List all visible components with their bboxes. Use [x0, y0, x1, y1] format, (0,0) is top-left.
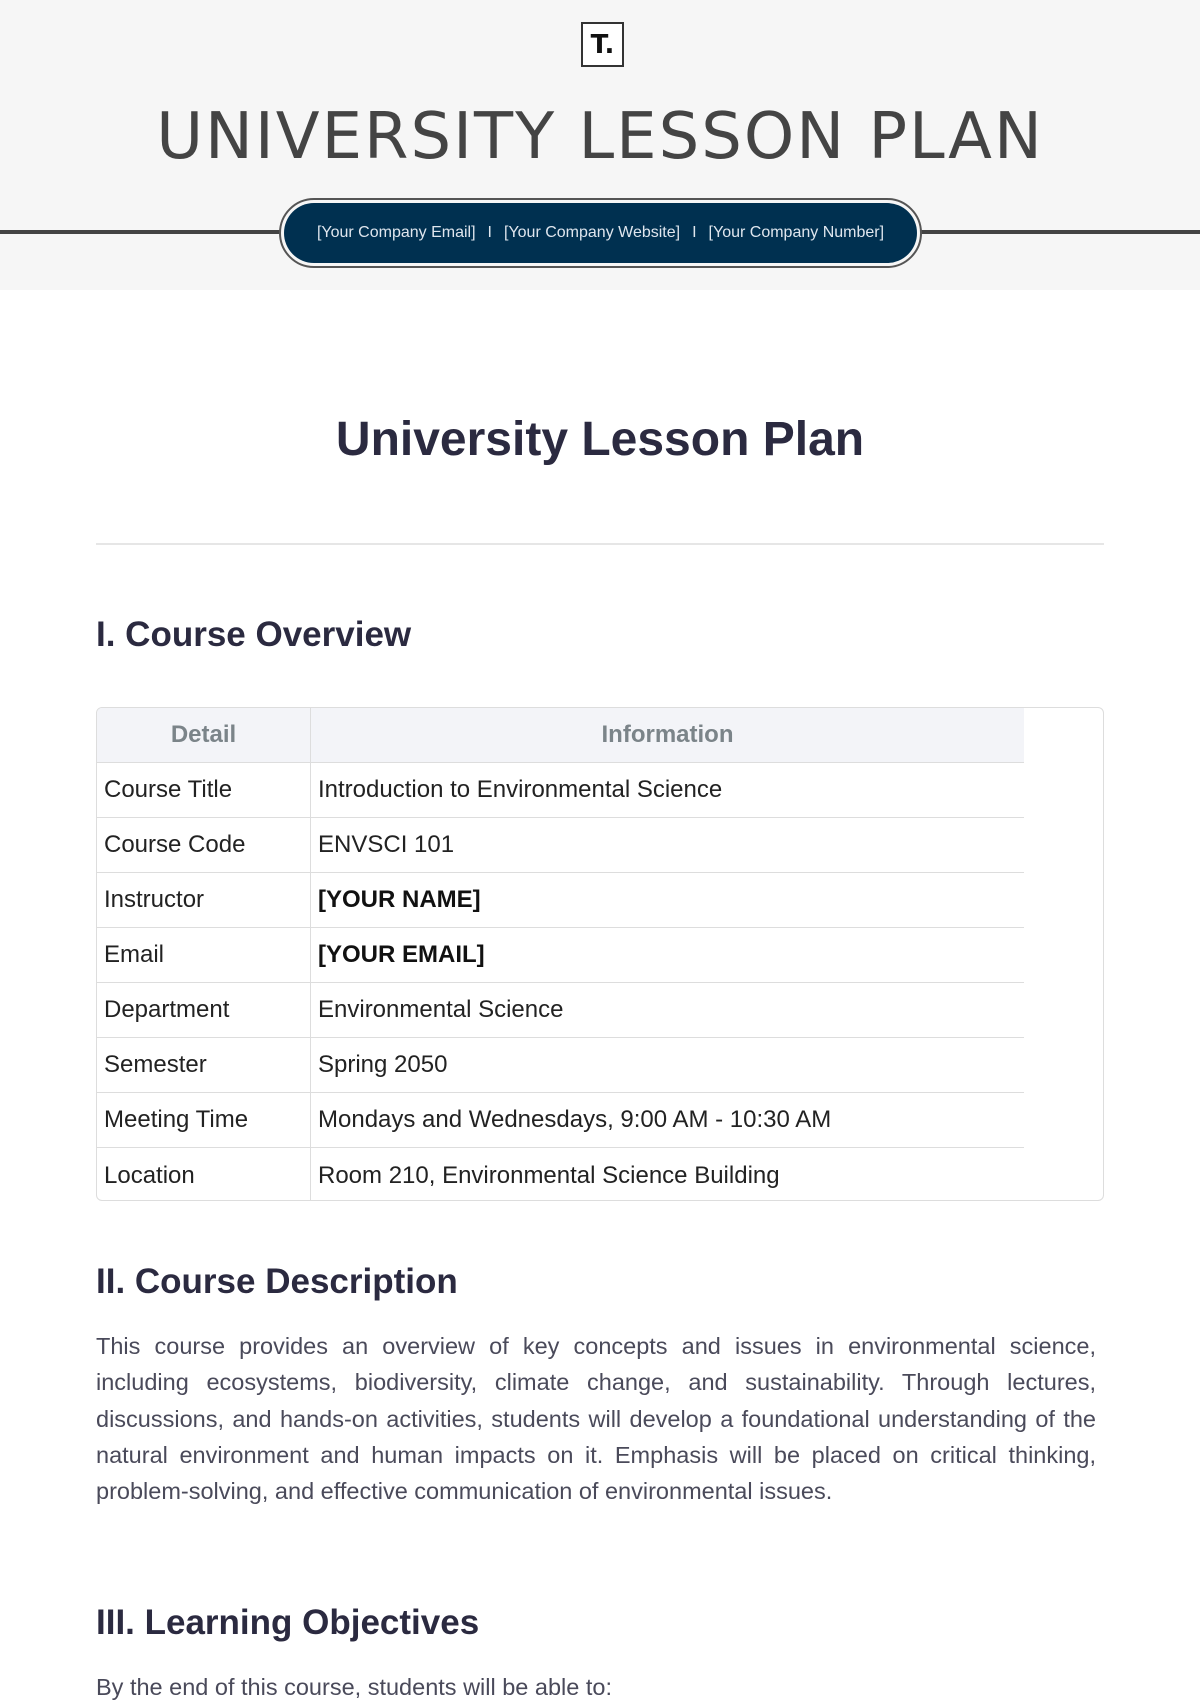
cell-value: [YOUR NAME]	[318, 886, 481, 913]
cell-label: Email	[97, 928, 311, 982]
document-title: University Lesson Plan	[335, 413, 865, 466]
company-website: [Your Company Website]	[504, 224, 681, 241]
cell-label: Location	[97, 1148, 311, 1201]
table-row	[97, 763, 1024, 818]
cell-label: Instructor	[97, 873, 311, 927]
section-heading: II. Course Description	[96, 1262, 458, 1301]
company-email: [Your Company Email]	[316, 224, 476, 241]
table-header-row	[97, 708, 1024, 763]
company-number: [Your Company Number]	[708, 224, 885, 241]
table-row	[97, 928, 1024, 983]
cell-label: Department	[97, 983, 311, 1037]
section-heading: I. Course Overview	[96, 615, 412, 654]
cell-value: Introduction to Environmental Science	[318, 776, 723, 803]
table-row	[97, 873, 1024, 928]
cell-value: [YOUR EMAIL]	[318, 941, 485, 968]
section-heading: III. Learning Objectives	[96, 1603, 480, 1642]
column-header: Information	[601, 721, 734, 748]
table-row	[97, 1038, 1024, 1093]
separator: I	[692, 224, 697, 241]
table-row	[97, 983, 1024, 1038]
course-overview-table	[96, 707, 1104, 1201]
divider	[96, 543, 1104, 545]
table-row	[97, 1093, 1024, 1148]
cell-label: Course Code	[97, 818, 311, 872]
cell-label: Semester	[97, 1038, 311, 1092]
cell-value: Room 210, Environmental Science Building	[318, 1161, 780, 1189]
cell-value: Mondays and Wednesdays, 9:00 AM - 10:30 AM	[318, 1106, 832, 1133]
cell-value: ENVSCI 101	[318, 831, 455, 858]
cell-value: Spring 2050	[318, 1051, 448, 1078]
table-row	[97, 1148, 1024, 1201]
cell-label: Course Title	[97, 763, 311, 817]
logo: T.	[581, 22, 624, 67]
cell-label: Meeting Time	[97, 1093, 311, 1147]
header-title: UNIVERSITY LESSON PLAN	[156, 100, 1044, 174]
table-row	[97, 818, 1024, 873]
separator: I	[487, 224, 492, 241]
contact-banner	[279, 198, 922, 268]
column-header: Detail	[97, 708, 311, 762]
objectives-intro: By the end of this course, students will be able to:	[96, 1674, 612, 1700]
page-header	[0, 0, 1200, 290]
course-description: This course provides an overview of key concepts and issues in environmental science, including ecosystems, biodiversity, climate change, and sustainability. Through lectures, discussions, and hands-on activities, students will develop a foundational understanding of the natural environment and human impacts on it. Emphasis will be placed on critical thinking, problem-solving, and effective communication of environmental issues.	[96, 1333, 1096, 1505]
cell-value: Environmental Science	[318, 996, 564, 1023]
